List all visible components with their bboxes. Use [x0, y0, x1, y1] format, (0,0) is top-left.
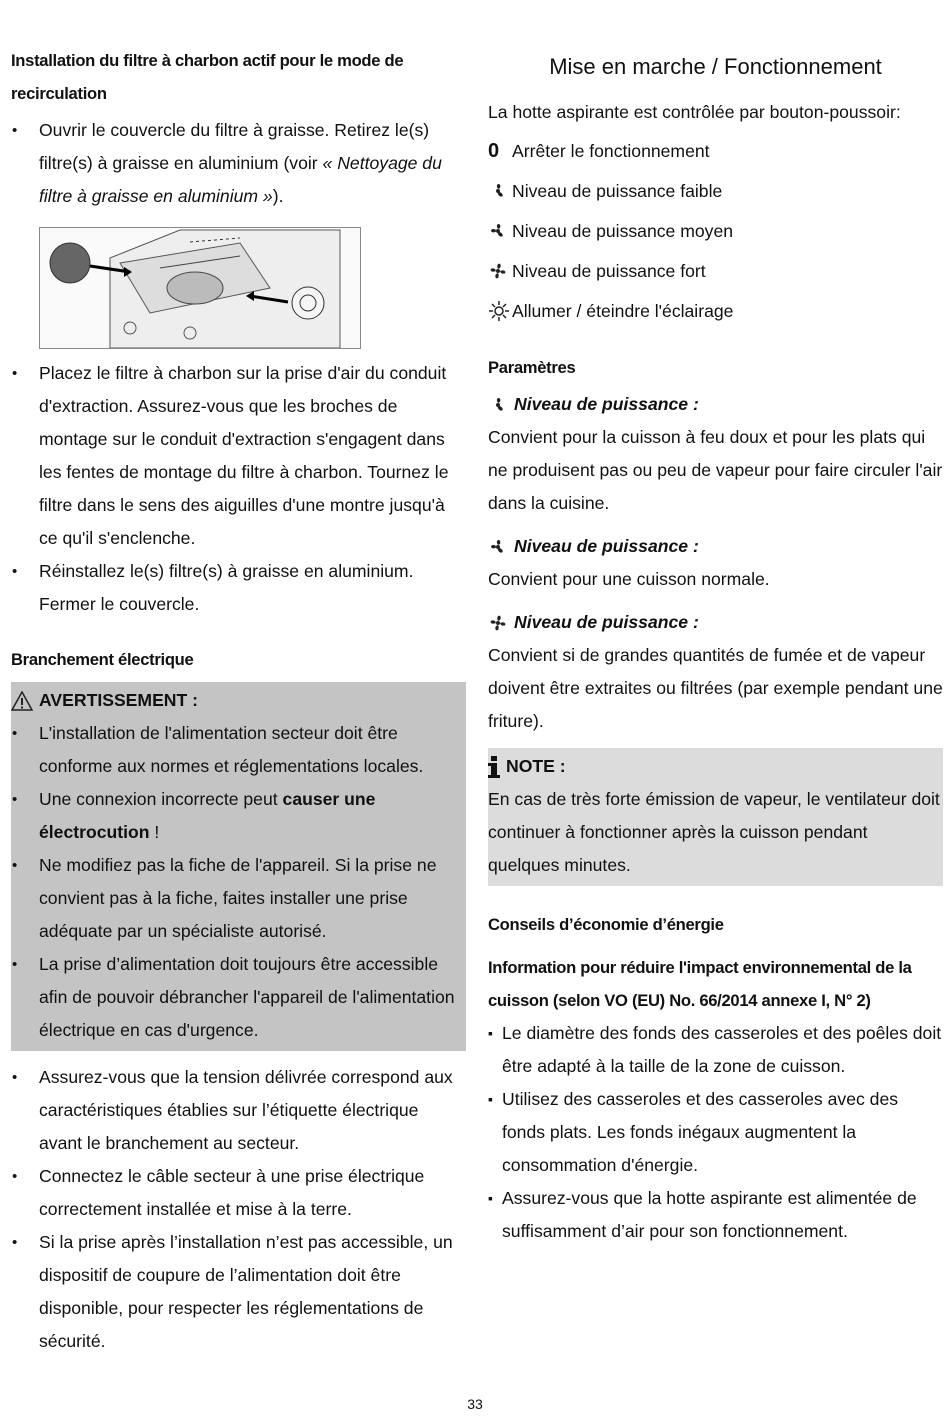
- fan-high-icon: [488, 613, 514, 633]
- install-steps-list: [11, 114, 466, 213]
- level-low-title: Niveau de puissance :: [488, 388, 943, 421]
- left-column: [11, 44, 466, 1358]
- install-steps-list-2: [11, 357, 466, 621]
- install-step-3: • Réinstallez le(s) filtre(s) à graisse en aluminium. Fermer le couvercle.: [11, 555, 466, 621]
- hood-diagram: [40, 228, 360, 348]
- right-column: [488, 44, 943, 1248]
- filter-installation-illustration: [39, 227, 361, 349]
- warning-item: • La prise d’alimentation doit toujours être accessible afin de pouvoir débrancher l'appareil de l'alimentation électrique en cas d'urgence.: [11, 948, 466, 1047]
- warning-box: [11, 682, 466, 1051]
- fan-high-icon: [488, 261, 512, 281]
- warning-item: • Une connexion incorrecte peut causer une électrocution !: [11, 783, 466, 849]
- fan-medium-icon: [488, 221, 512, 241]
- energy-info: Information pour réduire l'impact environnemental de la cuisson (selon VO (EU) No. 66/2014 annexe I, N° 2): [488, 958, 912, 1010]
- controls-intro: La hotte aspirante est contrôlée par bouton-poussoir:: [488, 102, 901, 122]
- electrical-item: • Si la prise après l’installation n’est pas accessible, un dispositif de coupure de l’alimentation doit être disponible, pour respecter les réglementations de sécurité.: [11, 1226, 466, 1358]
- warning-item: • Ne modifiez pas la fiche de l'appareil. Si la prise ne convient pas à la fiche, faites installer une prise adéquate par un spécialiste autorisé.: [11, 849, 466, 948]
- level-high-text: Convient si de grandes quantités de fumée et de vapeur doivent être extraites ou filtrées (par exemple pendant une friture).: [488, 645, 943, 731]
- energy-tip: ▪ Le diamètre des fonds des casseroles et des poêles doit être adapté à la taille de la zone de cuisson.: [488, 1017, 943, 1083]
- level-low-text: Convient pour la cuisson à feu doux et pour les plats qui ne produisent pas ou peu de vapeur pour faire circuler l'air dans la cuisine.: [488, 427, 943, 513]
- electrical-item: • Connectez le câble secteur à une prise électrique correctement installée et mise à la terre.: [11, 1160, 466, 1226]
- install-step-1: • Ouvrir le couvercle du filtre à graisse. Retirez le(s) filtre(s) à graisse en aluminium (voir « Nettoyage du filtre à graisse en aluminium »).: [11, 114, 466, 213]
- level-high-title: Niveau de puissance :: [488, 606, 943, 639]
- energy-title: Conseils d’économie d’énergie: [488, 915, 724, 934]
- light-icon: [488, 300, 512, 322]
- controls-list: [488, 131, 943, 331]
- install-step-2: • Placez le filtre à charbon sur la prise d'air du conduit d'extraction. Assurez-vous que les broches de montage sur le conduit d'extraction s'engagent dans les fentes de montage du filtre à charbon. Tournez le filtre dans le sens des aiguilles d'une montre jusqu'à ce qu'il s'enclenche.: [11, 357, 466, 555]
- control-medium: Niveau de puissance moyen: [488, 211, 943, 251]
- level-medium-title: Niveau de puissance :: [488, 530, 943, 563]
- electrical-item: • Assurez-vous que la tension délivrée correspond aux caractéristiques établies sur l’étiquette électrique avant le branchement au secteur.: [11, 1061, 466, 1160]
- warning-title: AVERTISSEMENT :: [39, 690, 199, 710]
- page-number: 33: [467, 1396, 483, 1412]
- note-header: [488, 750, 943, 783]
- level-medium-text: Convient pour une cuisson normale.: [488, 569, 770, 589]
- control-light: Allumer / éteindre l'éclairage: [488, 291, 943, 331]
- warning-item: • L'installation de l'alimentation secteur doit être conforme aux normes et réglementations locales.: [11, 717, 466, 783]
- control-high: Niveau de puissance fort: [488, 251, 943, 291]
- warning-triangle-icon: [11, 691, 33, 711]
- note-text: En cas de très forte émission de vapeur, le ventilateur doit continuer à fonctionner après la cuisson pendant quelques minutes.: [488, 789, 940, 875]
- params-title: Paramètres: [488, 358, 576, 377]
- control-off: 0 Arrêter le fonctionnement: [488, 131, 943, 171]
- zero-icon: 0: [488, 140, 500, 162]
- fan-medium-icon: [488, 537, 514, 557]
- info-icon: [488, 756, 500, 778]
- cross-reference: « Nettoyage du filtre à graisse en aluminium »: [39, 153, 442, 206]
- control-low: Niveau de puissance faible: [488, 171, 943, 211]
- electrical-list: [11, 1061, 466, 1358]
- warning-list: [11, 717, 466, 1047]
- energy-tip: ▪ Utilisez des casseroles et des casseroles avec des fonds plats. Les fonds inégaux augmentent la consommation d'énergie.: [488, 1083, 943, 1182]
- note-box: [488, 748, 943, 886]
- electrical-section-title: Branchement électrique: [11, 650, 194, 669]
- page-title: Mise en marche / Fonctionnement: [549, 54, 882, 79]
- install-section-title: Installation du filtre à charbon actif pour le mode de recirculation: [11, 51, 404, 103]
- energy-tips-list: [488, 1017, 943, 1248]
- fan-low-icon: [488, 395, 514, 415]
- note-title: NOTE :: [506, 756, 566, 776]
- fan-low-icon: [488, 181, 512, 201]
- energy-tip: ▪ Assurez-vous que la hotte aspirante est alimentée de suffisamment d’air pour son fonctionnement.: [488, 1182, 943, 1248]
- warning-header: [11, 684, 466, 717]
